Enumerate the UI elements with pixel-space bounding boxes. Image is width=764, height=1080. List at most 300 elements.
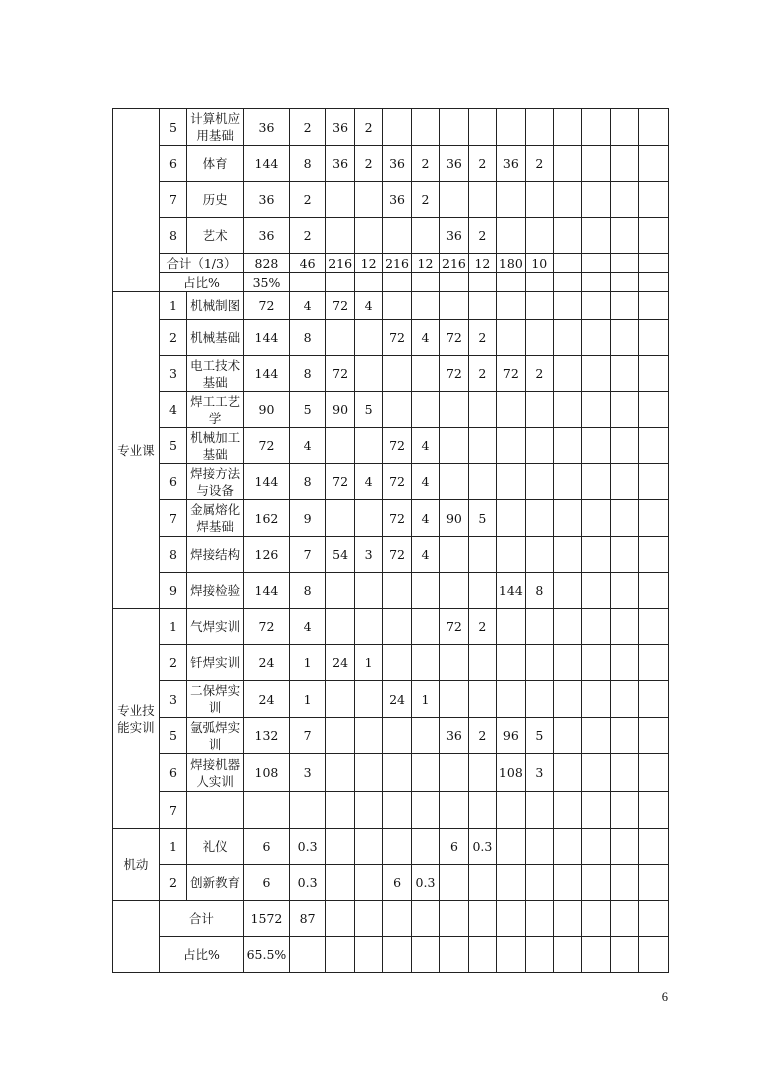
value-cell	[639, 273, 669, 292]
value-cell	[639, 146, 669, 182]
value-cell	[639, 537, 669, 573]
course-name: 计算机应用基础	[187, 109, 244, 146]
value-cell: 72	[383, 537, 411, 573]
value-cell: 2	[411, 146, 439, 182]
course-name: 焊接检验	[187, 573, 244, 609]
value-cell: 5	[525, 718, 553, 754]
value-cell: 90	[244, 392, 290, 428]
value-cell: 10	[525, 254, 553, 273]
value-cell	[440, 937, 468, 973]
value-cell	[610, 865, 638, 901]
value-cell	[582, 754, 610, 792]
value-cell	[525, 645, 553, 681]
value-cell	[383, 392, 411, 428]
table-row	[113, 356, 669, 392]
value-cell	[354, 182, 382, 218]
value-cell: 36	[440, 218, 468, 254]
value-cell	[582, 681, 610, 718]
value-cell	[440, 109, 468, 146]
value-cell	[383, 573, 411, 609]
value-cell: 5	[468, 500, 496, 537]
value-cell: 24	[326, 645, 354, 681]
value-cell	[582, 500, 610, 537]
value-cell	[326, 937, 354, 973]
table-row	[113, 109, 669, 146]
value-cell	[554, 182, 582, 218]
value-cell	[639, 829, 669, 865]
value-cell: 4	[411, 537, 439, 573]
value-cell	[554, 273, 582, 292]
value-cell	[497, 182, 525, 218]
value-cell	[610, 537, 638, 573]
value-cell	[440, 681, 468, 718]
value-cell	[383, 829, 411, 865]
value-cell	[326, 500, 354, 537]
value-cell	[582, 218, 610, 254]
value-cell	[468, 182, 496, 218]
value-cell	[554, 792, 582, 829]
course-name: 艺术	[187, 218, 244, 254]
value-cell: 132	[244, 718, 290, 754]
value-cell	[639, 609, 669, 645]
value-cell	[610, 829, 638, 865]
value-cell	[639, 645, 669, 681]
value-cell	[440, 573, 468, 609]
course-name: 氩弧焊实训	[187, 718, 244, 754]
value-cell	[610, 182, 638, 218]
value-cell	[354, 428, 382, 464]
value-cell	[610, 392, 638, 428]
value-cell	[354, 754, 382, 792]
value-cell: 2	[354, 146, 382, 182]
value-cell	[411, 292, 439, 320]
value-cell	[383, 109, 411, 146]
value-cell	[468, 392, 496, 428]
value-cell: 72	[244, 428, 290, 464]
value-cell	[610, 754, 638, 792]
value-cell: 126	[244, 537, 290, 573]
value-cell	[582, 609, 610, 645]
row-number: 8	[159, 537, 186, 573]
value-cell	[610, 645, 638, 681]
value-cell	[497, 937, 525, 973]
row-number: 1	[159, 609, 186, 645]
value-cell	[289, 792, 326, 829]
value-cell: 72	[326, 464, 354, 500]
value-cell	[582, 320, 610, 356]
value-cell: 4	[289, 428, 326, 464]
value-cell: 36	[244, 218, 290, 254]
value-cell	[610, 109, 638, 146]
course-name: 机械基础	[187, 320, 244, 356]
value-cell: 36	[326, 109, 354, 146]
value-cell	[554, 428, 582, 464]
course-name: 焊接结构	[187, 537, 244, 573]
value-cell: 72	[383, 464, 411, 500]
value-cell: 1	[411, 681, 439, 718]
value-cell	[582, 254, 610, 273]
value-cell	[639, 254, 669, 273]
value-cell	[383, 609, 411, 645]
table-row	[113, 718, 669, 754]
value-cell: 216	[440, 254, 468, 273]
value-cell	[610, 356, 638, 392]
value-cell	[468, 645, 496, 681]
value-cell: 4	[354, 292, 382, 320]
value-cell	[497, 829, 525, 865]
value-cell	[497, 320, 525, 356]
value-cell: 216	[326, 254, 354, 273]
table-row	[113, 182, 669, 218]
row-number: 9	[159, 573, 186, 609]
value-cell	[610, 273, 638, 292]
value-cell: 72	[440, 320, 468, 356]
value-cell	[497, 681, 525, 718]
value-cell	[354, 681, 382, 718]
value-cell: 3	[289, 754, 326, 792]
value-cell	[354, 500, 382, 537]
value-cell: 4	[289, 609, 326, 645]
value-cell	[582, 464, 610, 500]
course-name: 礼仪	[187, 829, 244, 865]
value-cell	[354, 901, 382, 937]
value-cell	[497, 109, 525, 146]
table-row	[113, 292, 669, 320]
value-cell	[354, 829, 382, 865]
value-cell	[468, 754, 496, 792]
value-cell	[610, 254, 638, 273]
value-cell	[326, 718, 354, 754]
course-name: 焊接方法与设备	[187, 464, 244, 500]
value-cell	[497, 218, 525, 254]
value-cell: 144	[244, 356, 290, 392]
table-row	[113, 392, 669, 428]
course-name: 金属熔化焊基础	[187, 500, 244, 537]
value-cell: 144	[244, 464, 290, 500]
value-cell	[354, 792, 382, 829]
value-cell: 36	[244, 182, 290, 218]
row-number: 2	[159, 320, 186, 356]
value-cell	[639, 392, 669, 428]
value-cell	[610, 681, 638, 718]
value-cell: 1	[289, 681, 326, 718]
value-cell	[554, 718, 582, 754]
row-number: 6	[159, 754, 186, 792]
value-cell: 36	[440, 718, 468, 754]
value-cell	[554, 292, 582, 320]
value-cell	[354, 937, 382, 973]
value-cell: 8	[289, 464, 326, 500]
value-cell	[582, 865, 610, 901]
value-cell: 12	[354, 254, 382, 273]
value-cell	[497, 273, 525, 292]
row-number: 2	[159, 865, 186, 901]
value-cell	[411, 645, 439, 681]
value-cell: 24	[244, 681, 290, 718]
row-number: 1	[159, 829, 186, 865]
value-cell	[440, 182, 468, 218]
page-number: 6	[661, 990, 668, 1004]
value-cell	[326, 865, 354, 901]
value-cell	[582, 428, 610, 464]
row-number: 4	[159, 392, 186, 428]
value-cell: 24	[244, 645, 290, 681]
value-cell	[525, 537, 553, 573]
course-name: 体育	[187, 146, 244, 182]
value-cell	[497, 428, 525, 464]
value-cell	[326, 320, 354, 356]
value-cell: 7	[289, 537, 326, 573]
row-number: 2	[159, 645, 186, 681]
summary-label: 合计	[159, 901, 243, 937]
value-cell: 0.3	[468, 829, 496, 865]
value-cell: 2	[354, 109, 382, 146]
value-cell: 12	[411, 254, 439, 273]
value-cell: 90	[440, 500, 468, 537]
value-cell	[440, 901, 468, 937]
value-cell	[289, 937, 326, 973]
value-cell: 6	[440, 829, 468, 865]
value-cell	[554, 254, 582, 273]
value-cell: 65.5%	[244, 937, 290, 973]
value-cell: 2	[468, 356, 496, 392]
value-cell	[289, 273, 326, 292]
value-cell: 35%	[244, 273, 290, 292]
value-cell	[610, 146, 638, 182]
value-cell	[468, 937, 496, 973]
value-cell	[610, 937, 638, 973]
value-cell: 216	[383, 254, 411, 273]
table-body	[113, 109, 669, 973]
table-row	[113, 829, 669, 865]
value-cell	[554, 681, 582, 718]
value-cell: 72	[440, 609, 468, 645]
value-cell	[383, 218, 411, 254]
value-cell	[525, 292, 553, 320]
value-cell: 8	[289, 573, 326, 609]
value-cell	[525, 392, 553, 428]
value-cell: 2	[468, 320, 496, 356]
value-cell	[525, 320, 553, 356]
value-cell: 72	[440, 356, 468, 392]
value-cell	[639, 754, 669, 792]
value-cell	[411, 718, 439, 754]
value-cell: 72	[383, 320, 411, 356]
table-row	[113, 500, 669, 537]
value-cell	[411, 573, 439, 609]
row-number: 5	[159, 428, 186, 464]
value-cell: 6	[244, 829, 290, 865]
value-cell: 144	[244, 146, 290, 182]
table-row	[113, 573, 669, 609]
value-cell: 36	[383, 146, 411, 182]
value-cell	[639, 428, 669, 464]
value-cell	[525, 182, 553, 218]
value-cell	[525, 937, 553, 973]
value-cell	[554, 609, 582, 645]
value-cell	[554, 392, 582, 428]
value-cell	[610, 573, 638, 609]
value-cell	[326, 609, 354, 645]
value-cell	[497, 792, 525, 829]
row-number: 7	[159, 500, 186, 537]
value-cell	[354, 718, 382, 754]
course-name: 创新教育	[187, 865, 244, 901]
value-cell	[497, 865, 525, 901]
value-cell	[411, 109, 439, 146]
value-cell	[326, 573, 354, 609]
value-cell: 72	[244, 609, 290, 645]
group-cell	[113, 109, 160, 292]
value-cell: 4	[411, 428, 439, 464]
value-cell: 3	[354, 537, 382, 573]
value-cell	[497, 645, 525, 681]
value-cell	[468, 573, 496, 609]
table-row	[113, 681, 669, 718]
value-cell: 90	[326, 392, 354, 428]
value-cell	[639, 182, 669, 218]
value-cell	[554, 645, 582, 681]
table-row	[113, 537, 669, 573]
value-cell	[411, 356, 439, 392]
value-cell: 1	[354, 645, 382, 681]
value-cell	[554, 320, 582, 356]
value-cell	[554, 573, 582, 609]
row-number: 5	[159, 718, 186, 754]
value-cell	[525, 273, 553, 292]
value-cell: 2	[468, 718, 496, 754]
value-cell	[582, 573, 610, 609]
value-cell	[639, 681, 669, 718]
value-cell: 1572	[244, 901, 290, 937]
value-cell	[326, 754, 354, 792]
value-cell	[468, 901, 496, 937]
row-number: 5	[159, 109, 186, 146]
table-row	[113, 218, 669, 254]
value-cell	[525, 428, 553, 464]
value-cell: 2	[468, 146, 496, 182]
course-name	[187, 792, 244, 829]
value-cell: 828	[244, 254, 290, 273]
table-row	[113, 428, 669, 464]
value-cell	[383, 754, 411, 792]
value-cell	[440, 292, 468, 320]
value-cell	[639, 901, 669, 937]
value-cell	[525, 109, 553, 146]
value-cell	[610, 609, 638, 645]
value-cell	[468, 292, 496, 320]
value-cell	[525, 609, 553, 645]
value-cell: 3	[525, 754, 553, 792]
value-cell: 8	[289, 356, 326, 392]
summary-label: 占比%	[159, 273, 243, 292]
value-cell	[326, 792, 354, 829]
summary-label: 占比%	[159, 937, 243, 973]
value-cell	[326, 901, 354, 937]
value-cell	[411, 609, 439, 645]
value-cell	[354, 865, 382, 901]
value-cell	[383, 645, 411, 681]
value-cell	[639, 865, 669, 901]
value-cell	[639, 464, 669, 500]
group-cell: 专业技能实训	[113, 609, 160, 829]
value-cell: 162	[244, 500, 290, 537]
value-cell	[383, 273, 411, 292]
value-cell	[440, 537, 468, 573]
row-number: 3	[159, 356, 186, 392]
group-cell: 机动	[113, 829, 160, 901]
value-cell: 36	[383, 182, 411, 218]
value-cell: 72	[383, 428, 411, 464]
value-cell: 96	[497, 718, 525, 754]
course-name: 钎焊实训	[187, 645, 244, 681]
table-row	[113, 320, 669, 356]
row-number: 8	[159, 218, 186, 254]
row-number: 6	[159, 464, 186, 500]
value-cell	[411, 392, 439, 428]
value-cell: 46	[289, 254, 326, 273]
course-hours-table	[112, 108, 669, 973]
value-cell: 144	[497, 573, 525, 609]
course-name: 焊工工艺学	[187, 392, 244, 428]
value-cell	[497, 464, 525, 500]
value-cell	[440, 792, 468, 829]
value-cell	[582, 109, 610, 146]
value-cell	[440, 273, 468, 292]
table-row	[113, 645, 669, 681]
value-cell	[554, 218, 582, 254]
row-number: 7	[159, 792, 186, 829]
value-cell: 54	[326, 537, 354, 573]
value-cell: 8	[525, 573, 553, 609]
value-cell	[326, 681, 354, 718]
table-row	[113, 865, 669, 901]
value-cell	[582, 645, 610, 681]
value-cell	[525, 681, 553, 718]
value-cell: 0.3	[411, 865, 439, 901]
course-name: 电工技术基础	[187, 356, 244, 392]
value-cell: 108	[497, 754, 525, 792]
value-cell	[554, 829, 582, 865]
value-cell	[468, 865, 496, 901]
value-cell	[610, 718, 638, 754]
value-cell	[244, 792, 290, 829]
value-cell	[468, 681, 496, 718]
value-cell: 0.3	[289, 829, 326, 865]
value-cell	[354, 320, 382, 356]
value-cell	[326, 829, 354, 865]
value-cell	[639, 718, 669, 754]
value-cell	[554, 865, 582, 901]
value-cell	[354, 573, 382, 609]
value-cell	[383, 937, 411, 973]
value-cell	[497, 292, 525, 320]
value-cell	[383, 901, 411, 937]
value-cell	[468, 464, 496, 500]
group-cell: 专业课	[113, 292, 160, 609]
course-name: 历史	[187, 182, 244, 218]
value-cell	[639, 937, 669, 973]
value-cell: 72	[383, 500, 411, 537]
value-cell: 144	[244, 320, 290, 356]
value-cell: 4	[411, 500, 439, 537]
value-cell: 12	[468, 254, 496, 273]
value-cell	[497, 392, 525, 428]
value-cell: 4	[289, 292, 326, 320]
value-cell	[497, 901, 525, 937]
value-cell	[525, 901, 553, 937]
value-cell	[582, 901, 610, 937]
